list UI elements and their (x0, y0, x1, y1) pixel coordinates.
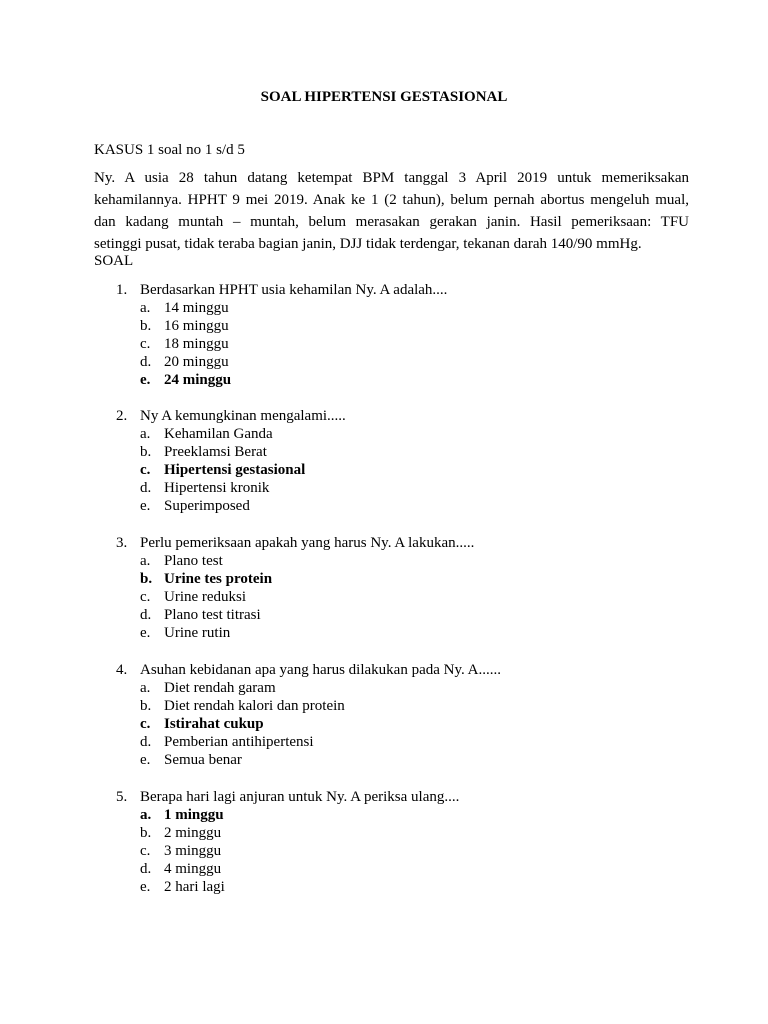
option-text: Plano test (164, 553, 223, 569)
option-letter: a. (140, 680, 151, 696)
option-d (140, 354, 229, 371)
option-letter: a. (140, 807, 152, 823)
option-letter: b. (140, 825, 152, 841)
option-text: Istirahat cukup (164, 716, 264, 732)
option-c (140, 843, 221, 860)
option-letter: d. (140, 607, 152, 623)
case-line: Ny. A usia 28 tahun datang ketempat BPM tanggal 3 April 2019 untuk memeriksakan (94, 170, 689, 186)
option-text: Diet rendah garam (164, 680, 276, 696)
soal-heading: SOAL (94, 253, 134, 269)
option-b (140, 444, 267, 461)
option-e (140, 752, 242, 769)
option-letter: a. (140, 426, 151, 442)
question-text: Berdasarkan HPHT usia kehamilan Ny. A adalah.... (140, 282, 448, 298)
question-number: 2. (116, 408, 128, 424)
option-a (140, 426, 273, 443)
option-text: 16 minggu (164, 318, 229, 334)
option-c (140, 336, 229, 353)
option-text: Plano test titrasi (164, 607, 261, 623)
option-text: 1 minggu (164, 807, 224, 823)
option-text: Diet rendah kalori dan protein (164, 698, 345, 714)
option-a-answer (140, 807, 224, 824)
option-letter: e. (140, 372, 151, 388)
option-c-answer (140, 716, 264, 733)
question-number: 4. (116, 662, 128, 678)
option-text: Hipertensi gestasional (164, 462, 306, 478)
option-letter: d. (140, 480, 152, 496)
option-a (140, 553, 223, 570)
option-text: Hipertensi kronik (164, 480, 270, 496)
option-letter: b. (140, 318, 152, 334)
option-letter: e. (140, 752, 151, 768)
option-letter: c. (140, 336, 151, 352)
option-a (140, 680, 276, 697)
option-letter: d. (140, 734, 152, 750)
option-letter: c. (140, 843, 151, 859)
option-letter: a. (140, 300, 151, 316)
option-d (140, 861, 221, 878)
option-b-answer (140, 571, 272, 588)
option-letter: b. (140, 444, 152, 460)
document-title: SOAL HIPERTENSI GESTASIONAL (260, 89, 508, 105)
option-text: 2 minggu (164, 825, 222, 841)
option-d (140, 734, 314, 751)
option-letter: d. (140, 861, 152, 877)
option-text: 18 minggu (164, 336, 229, 352)
option-text: 2 hari lagi (164, 879, 225, 895)
question-text: Berapa hari lagi anjuran untuk Ny. A periksa ulang.... (140, 789, 460, 805)
option-letter: c. (140, 589, 151, 605)
case-heading: KASUS 1 soal no 1 s/d 5 (94, 142, 245, 158)
case-paragraph (94, 167, 689, 255)
option-b (140, 825, 221, 842)
option-text: 14 minggu (164, 300, 229, 316)
option-c-answer (140, 462, 305, 479)
question-number: 5. (116, 789, 128, 805)
option-text: Urine reduksi (164, 589, 247, 605)
case-line: setinggi pusat, tidak teraba bagian janin, DJJ tidak terdengar, tekanan darah 140/90 mmHg. (94, 236, 642, 252)
option-text: 24 minggu (164, 372, 232, 388)
option-c (140, 589, 246, 606)
option-letter: b. (140, 571, 153, 587)
option-e (140, 625, 230, 642)
option-letter: e. (140, 498, 151, 514)
question-text: Ny A kemungkinan mengalami..... (140, 408, 346, 424)
option-letter: e. (140, 625, 151, 641)
option-text: Pemberian antihipertensi (164, 734, 314, 750)
option-letter: b. (140, 698, 152, 714)
question-number: 1. (116, 282, 128, 298)
option-letter: c. (140, 462, 151, 478)
case-line: kehamilannya. HPHT 9 mei 2019. Anak ke 1 (2 tahun), belum pernah abortus mengeluh mual, (94, 192, 689, 208)
case-line: dan kadang muntah – muntah, belum merasakan gerakan janin. Hasil pemeriksaan: TFU (94, 214, 689, 230)
option-text: Semua benar (164, 752, 242, 768)
question-text: Perlu pemeriksaan apakah yang harus Ny. A lakukan..... (140, 535, 475, 551)
option-e (140, 879, 225, 896)
option-text: 4 minggu (164, 861, 222, 877)
option-letter: c. (140, 716, 151, 732)
option-e-answer (140, 372, 231, 389)
option-text: Superimposed (164, 498, 250, 514)
option-letter: a. (140, 553, 151, 569)
option-text: Urine tes protein (164, 571, 273, 587)
option-text: 3 minggu (164, 843, 222, 859)
option-b (140, 698, 345, 715)
question-text: Asuhan kebidanan apa yang harus dilakukan pada Ny. A...... (140, 662, 502, 678)
question-number: 3. (116, 535, 128, 551)
option-text: Urine rutin (164, 625, 231, 641)
option-b (140, 318, 229, 335)
option-a (140, 300, 229, 317)
option-e (140, 498, 250, 515)
option-text: Preeklamsi Berat (164, 444, 267, 460)
option-letter: e. (140, 879, 151, 895)
option-letter: d. (140, 354, 152, 370)
option-text: 20 minggu (164, 354, 229, 370)
option-d (140, 607, 261, 624)
option-text: Kehamilan Ganda (164, 426, 273, 442)
option-d (140, 480, 269, 497)
